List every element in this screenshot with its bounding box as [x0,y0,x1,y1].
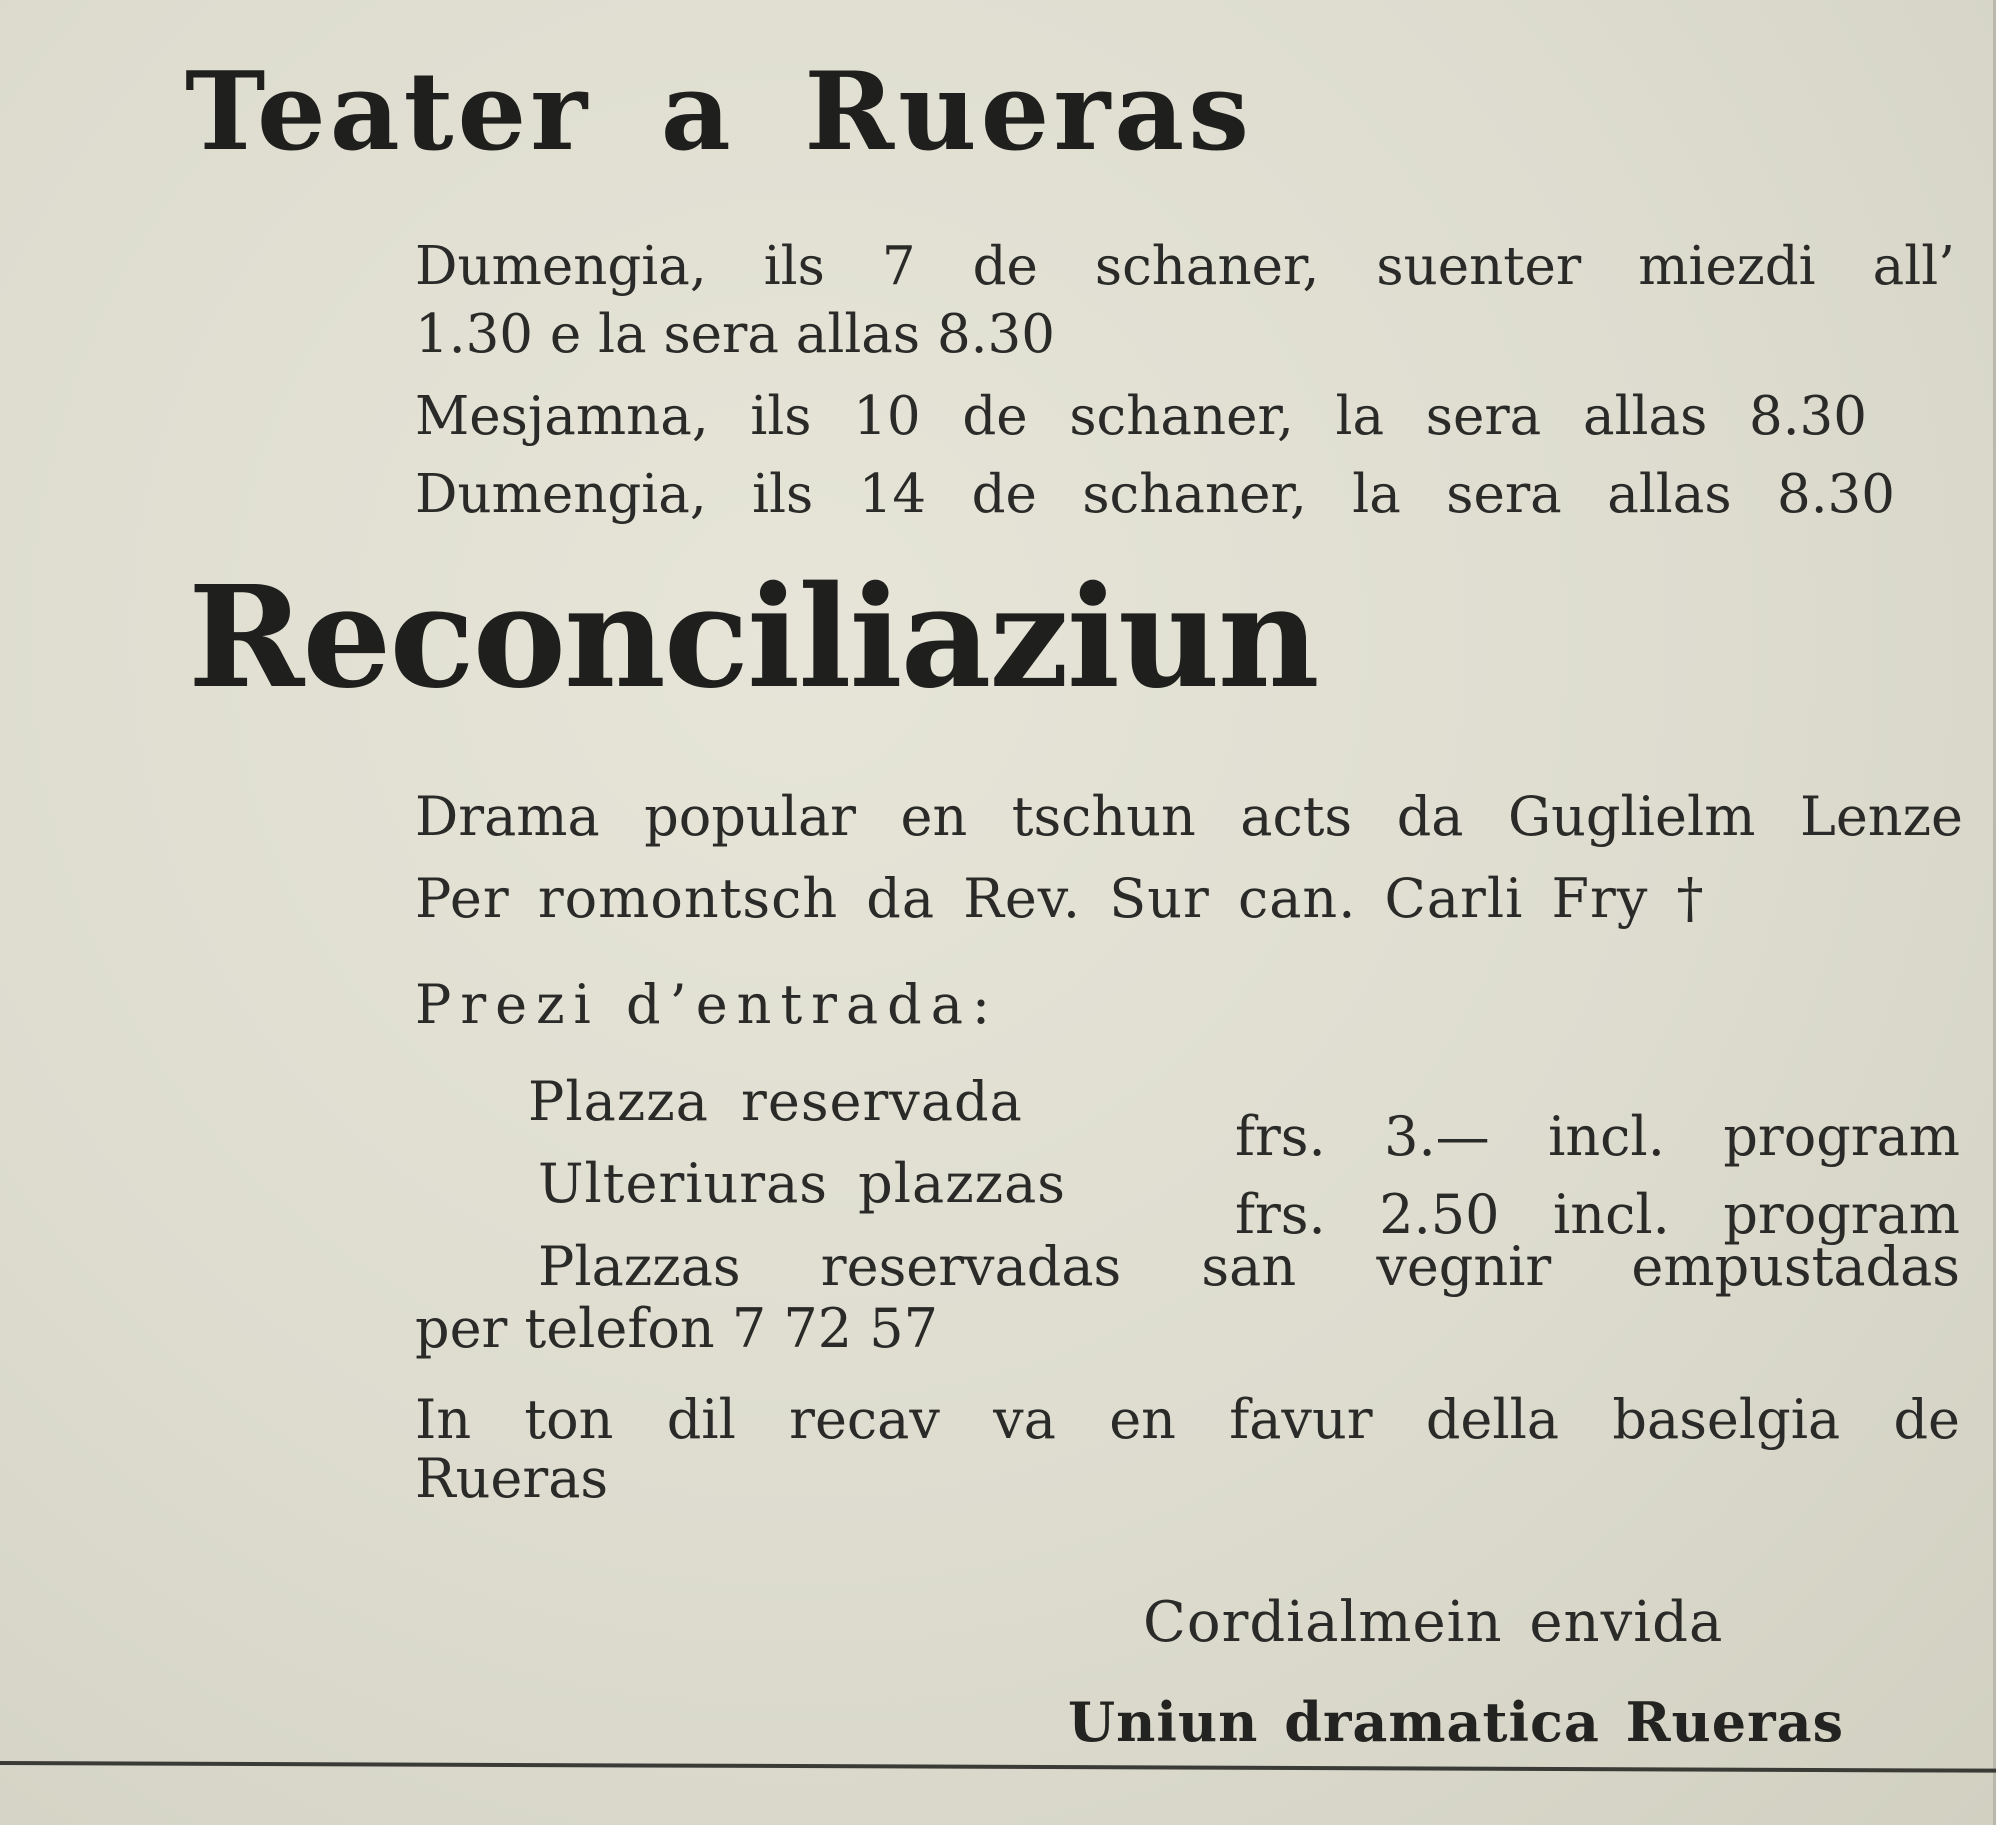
price-value-reserved: frs. 3.— incl. program [1235,1105,1960,1168]
play-title: Reconciliaziun [188,556,1318,720]
price-label-other: Ulteriuras plazzas [538,1152,1067,1215]
prices-heading: Prezi d’entrada: [415,973,1000,1036]
booking-line-b: per telefon 7 72 57 [415,1297,938,1360]
proceeds-line-a: In ton dil recav va en favur della baselgia de [415,1388,1960,1451]
schedule-line-1a: Dumengia, ils 7 de schaner, suenter miezdi all’ [415,236,1955,297]
schedule-line-2: Mesjamna, ils 10 de schaner, la sera allas 8.30 [415,386,1867,447]
signature-organization: Uniun dramatica Rueras [1068,1690,1844,1754]
price-value-other: frs. 2.50 incl. program [1235,1183,1960,1246]
schedule-line-1b: 1.30 e la sera allas 8.30 [415,304,1055,365]
drama-credit: Drama popular en tschun acts da Guglielm Lenze [415,785,1963,848]
bottom-rule [0,1761,1996,1773]
signature-greeting: Cordialmein envida [1143,1590,1724,1655]
page-title: Teater a Rueras [185,49,1254,175]
proceeds-line-b: Rueras [415,1447,609,1510]
price-label-reserved: Plazza reservada [528,1070,1023,1133]
translation-credit: Per romontsch da Rev. Sur can. Carli Fry † [415,867,1705,930]
booking-line-a: Plazzas reservadas san vegnir empustadas [538,1235,1960,1298]
schedule-line-3: Dumengia, ils 14 de schaner, la sera allas 8.30 [415,464,1895,525]
